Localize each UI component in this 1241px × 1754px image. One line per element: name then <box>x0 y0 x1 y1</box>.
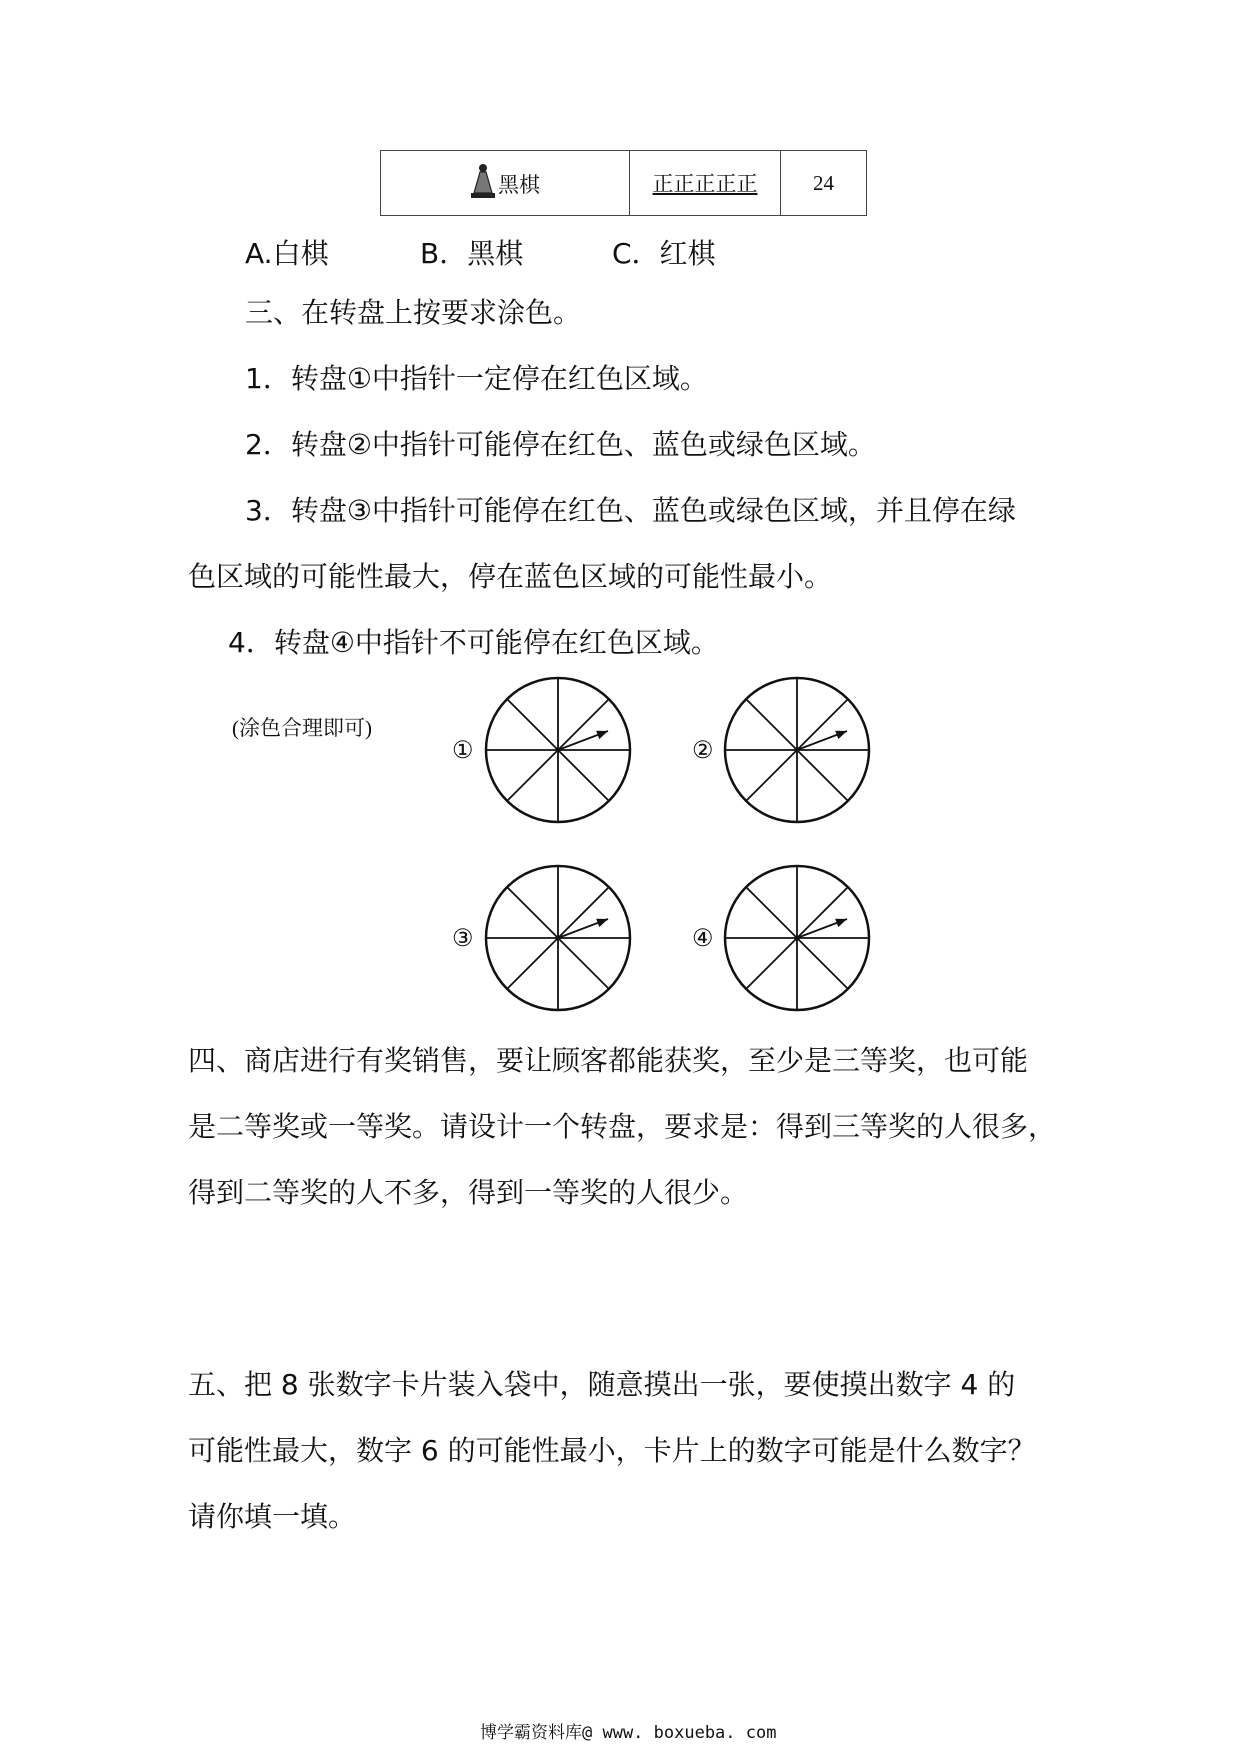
spinner-1 <box>482 674 634 826</box>
spinner-3-label: ③ <box>452 926 474 952</box>
spinner-arrowhead <box>835 731 847 739</box>
spinner-4-label: ④ <box>692 926 714 952</box>
section3-item2: 2．转盘②中指针可能停在红色、蓝色或绿色区域。 <box>245 428 876 461</box>
section5-line3: 请你填一填。 <box>188 1500 357 1533</box>
table-row <box>381 151 867 216</box>
spinner-2-label: ② <box>692 738 714 764</box>
section3-item4: 4．转盘④中指针不可能停在红色区域。 <box>228 626 719 659</box>
spinner-hub <box>795 748 800 753</box>
piece-cell <box>381 151 630 216</box>
option-b: B．黑棋 <box>420 237 524 270</box>
section3-heading: 三、在转盘上按要求涂色。 <box>245 296 582 329</box>
tally-table <box>380 150 867 216</box>
spinner-arrowhead <box>835 919 847 927</box>
spinner-1-label: ① <box>452 738 474 764</box>
section3-item3-line1: 3．转盘③中指针可能停在红色、蓝色或绿色区域，并且停在绿 <box>245 494 1016 527</box>
spinner-2 <box>721 674 873 826</box>
tally-marks: 正正正正正 <box>652 172 758 196</box>
piece-label: 黑棋 <box>498 173 540 197</box>
tally-cell <box>630 151 781 216</box>
section4-line3: 得到二等奖的人不多，得到一等奖的人很少。 <box>188 1176 749 1209</box>
piece-name <box>470 163 540 199</box>
section5-line2: 可能性最大，数字 6 的可能性最小，卡片上的数字可能是什么数字？ <box>188 1434 1036 1467</box>
coloring-note: (涂色合理即可) <box>232 716 372 740</box>
option-a: A.白棋 <box>245 237 329 270</box>
section4-line2: 是二等奖或一等奖。请设计一个转盘，要求是：得到三等奖的人很多， <box>188 1110 1057 1143</box>
count-cell: 24 <box>781 151 867 216</box>
spinner-hub <box>556 936 561 941</box>
section3-item1: 1．转盘①中指针一定停在红色区域。 <box>245 362 708 395</box>
spinner-3 <box>482 862 634 1014</box>
section4-line1: 四、商店进行有奖销售，要让顾客都能获奖，至少是三等奖，也可能 <box>188 1044 1029 1077</box>
spinner-hub <box>795 936 800 941</box>
spinner-arrowhead <box>596 919 608 927</box>
spinner-4 <box>721 862 873 1014</box>
footer-watermark: 博学霸资料库@ www. boxueba. com <box>480 1723 777 1743</box>
option-c: C．红棋 <box>612 237 716 270</box>
section3-item3-line2: 色区域的可能性最大，停在蓝色区域的可能性最小。 <box>188 560 833 593</box>
spinner-arrowhead <box>596 731 608 739</box>
section5-line1: 五、把 8 张数字卡片装入袋中，随意摸出一张，要使摸出数字 4 的 <box>188 1368 1016 1401</box>
chess-pawn-icon <box>470 163 496 199</box>
spinner-hub <box>556 748 561 753</box>
